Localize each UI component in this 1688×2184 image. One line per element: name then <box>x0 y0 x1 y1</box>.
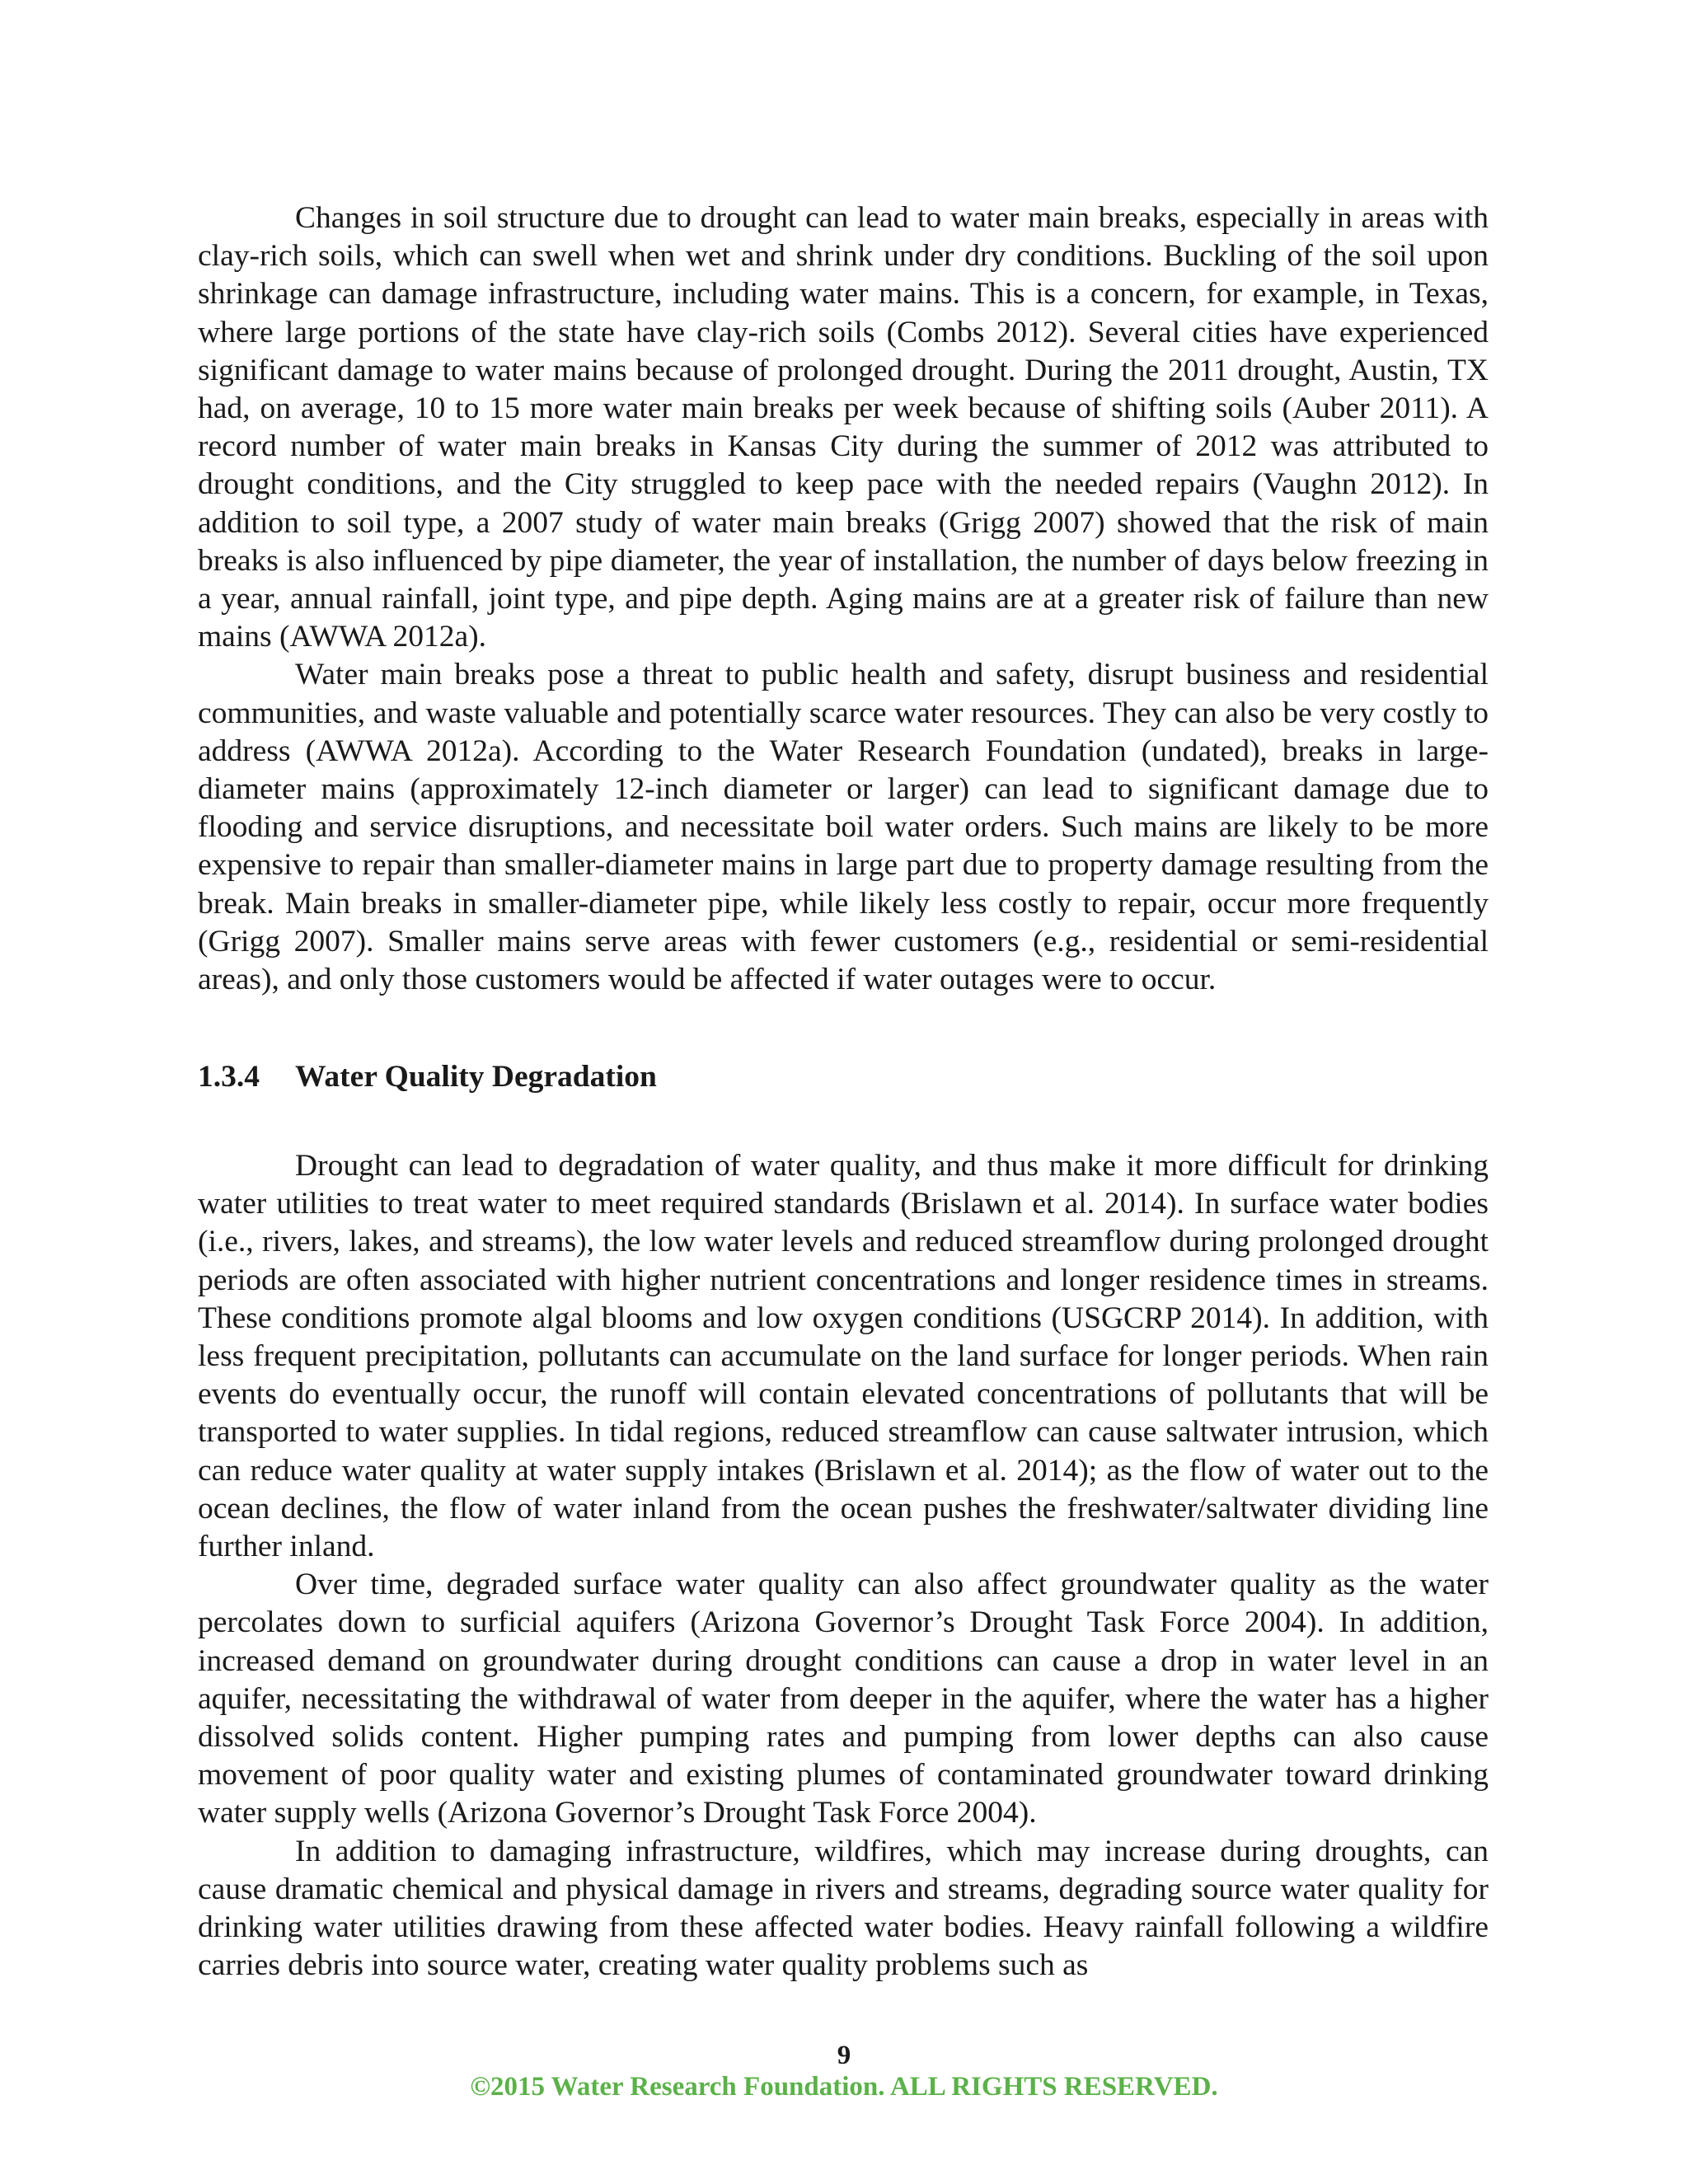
section-1-3-3-body <box>198 199 1489 999</box>
paragraph-wildfires: In addition to damaging infrastructure, wildfires, which may increase during droughts, can cause dramatic chemical and physical damage in rivers and streams, degrading source water quality for drinking water utilities drawing from these affected water bodies. Heavy rainfall following a wildfire carries debris into source water, creating water quality problems such as <box>198 1834 1489 1983</box>
paragraph-main-breaks-threat: Water main breaks pose a threat to public health and safety, disrupt business and residential communities, and waste valuable and potentially scarce water resources. They can also be very costly to address (AWWA 2012a). According to the Water Research Foundation (undated), breaks in large-diameter mains (approximately 12-inch diameter or larger) can lead to significant damage due to flooding and service disruptions, and necessitate boil water orders. Such mains are likely to be more expensive to repair than smaller-diameter mains in large part due to property damage resulting from the break. Main breaks in smaller-diameter pipe, while likely less costly to repair, occur more frequently (Grigg 2007). Smaller mains serve areas with fewer customers (e.g., residential or semi-residential areas), and only those customers would be affected if water outages were to occur. <box>198 658 1489 997</box>
section-number: 1.3.4 <box>198 1060 260 1094</box>
section-title: Water Quality Degradation <box>295 1060 657 1094</box>
paragraph-drought-water-quality: Drought can lead to degradation of water quality, and thus make it more difficult for drinking water utilities to treat water to meet required standards (Brislawn et al. 2014). In surface water bodies (i.e., rivers, lakes, and streams), the low water levels and reduced streamflow during prolonged drought periods are often associated with higher nutrient concentrations and longer residence times in streams. These conditions promote algal blooms and low oxygen conditions (USGCRP 2014). In addition, with less frequent precipitation, pollutants can accumulate on the land surface for longer periods. When rain events do eventually occur, the runoff will contain elevated concentrations of pollutants that will be transported to water supplies. In tidal regions, reduced streamflow can cause saltwater intrusion, which can reduce water quality at water supply intakes (Brislawn et al. 2014); as the flow of water out to the ocean declines, the flow of water inland from the ocean pushes the freshwater/saltwater dividing line further inland. <box>198 1149 1489 1564</box>
section-1-3-4-body <box>198 1147 1489 1985</box>
paragraph-groundwater-quality: Over time, degraded surface water quality can also affect groundwater quality as the water percolates down to surficial aquifers (Arizona Governor’s Drought Task Force 2004). In addition, increased demand on groundwater during drought conditions can cause a drop in water level in an aquifer, necessitating the withdrawal of water from deeper in the aquifer, where the water has a higher dissolved solids content. Higher pumping rates and pumping from lower depths can also cause movement of poor quality water and existing plumes of contaminated groundwater toward drinking water supply wells (Arizona Governor’s Drought Task Force 2004). <box>198 1568 1489 1830</box>
page-number: 9 <box>837 2041 851 2070</box>
copyright-notice: ©2015 Water Research Foundation. ALL RIGHTS RESERVED. <box>470 2072 1218 2102</box>
section-heading <box>198 1058 657 1096</box>
paragraph-soil-structure: Changes in soil structure due to drought can lead to water main breaks, especially in areas with clay-rich soils, which can swell when wet and shrink under dry conditions. Buckling of the soil upon shrinkage can damage infrastructure, including water mains. This is a concern, for example, in Texas, where large portions of the state have clay-rich soils (Combs 2012). Several cities have experienced significant damage to water mains because of prolonged drought. During the 2011 drought, Austin, TX had, on average, 10 to 15 more water main breaks per week because of shifting soils (Auber 2011). A record number of water main breaks in Kansas City during the summer of 2012 was attributed to drought conditions, and the City struggled to keep pace with the needed repairs (Vaughn 2012). In addition to soil type, a 2007 study of water main breaks (Grigg 2007) showed that the risk of main breaks is also influenced by pipe diameter, the year of installation, the number of days below freezing in a year, annual rainfall, joint type, and pipe depth. Aging mains are at a greater risk of failure than new mains (AWWA 2012a). <box>198 201 1489 654</box>
